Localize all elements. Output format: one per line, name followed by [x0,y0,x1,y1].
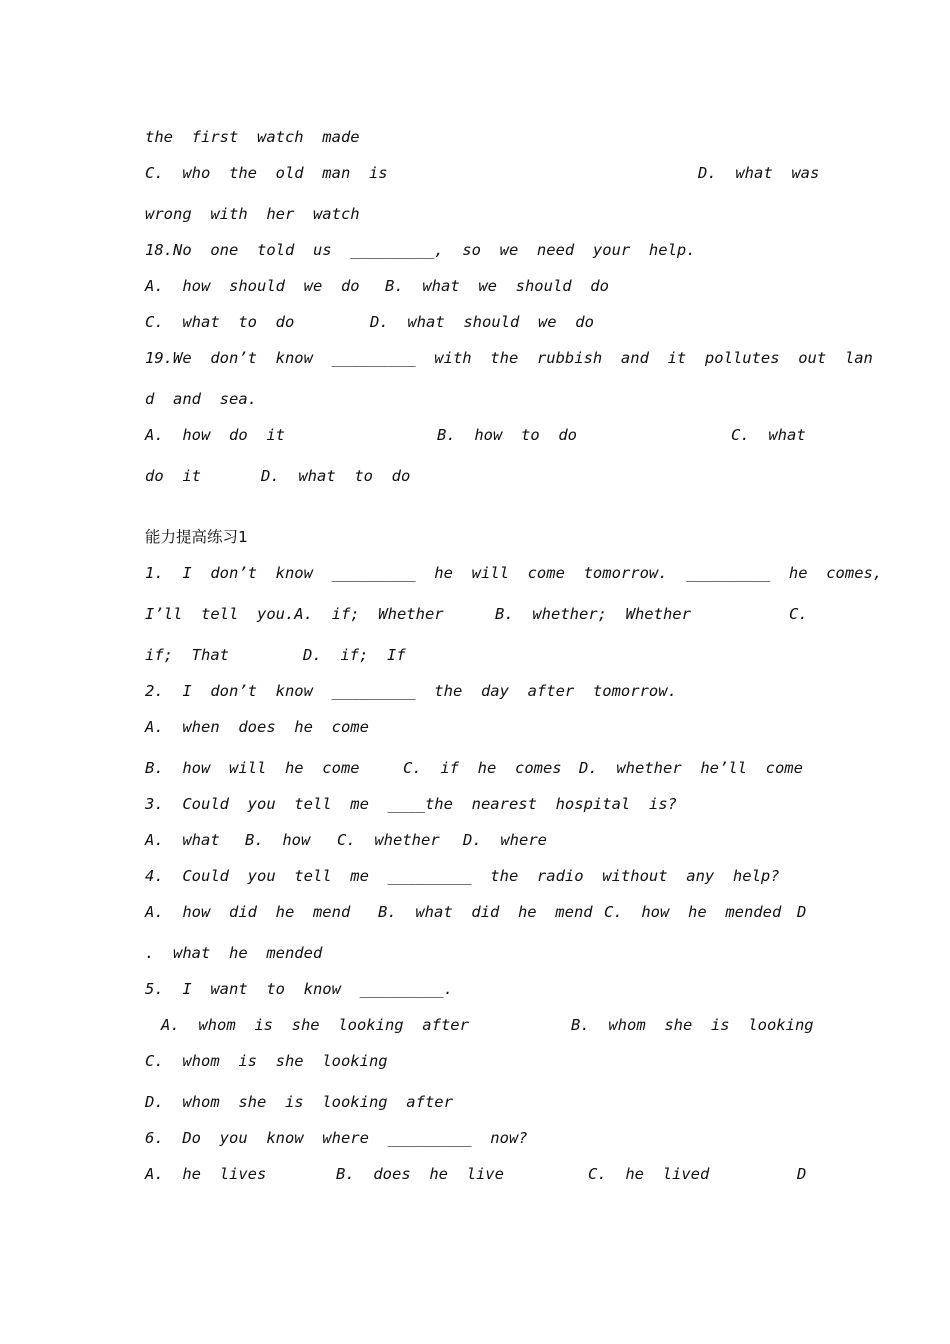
option-a: A. how did he mend [145,903,351,921]
option-c: C. if he comes [403,759,562,777]
question-18 [145,238,810,262]
question-4 [145,864,810,888]
text-line [145,1049,810,1073]
option-d: D. what was [698,164,820,182]
text-line [145,602,810,626]
question-2 [145,679,810,703]
option-c: C. [789,605,808,623]
text-line [145,202,810,226]
question-6 [145,1126,810,1150]
text-line [145,900,810,924]
text-line [145,464,810,488]
text-line [145,715,810,739]
text-line [145,643,810,667]
text-line [145,161,820,185]
option-b: B. how [245,831,311,849]
text-line [145,387,810,411]
question-text: 18.No one told us _________, so we need your help. [145,241,696,259]
text-line [145,1090,810,1114]
option-a: A. how should we do [145,277,360,295]
text-line [145,941,810,965]
option-b: B. what did he mend [378,903,593,921]
option-c: C. whom is she looking [145,1052,388,1070]
line-text: . what he mended [145,944,323,962]
option-a: A. he lives [145,1165,267,1183]
option-a: I’ll tell you.A. if; Whether [145,605,444,623]
section-heading: 能力提高练习1 [145,528,248,546]
option-c: C. whether [337,831,440,849]
question-3 [145,792,810,816]
option-a: A. what [145,831,220,849]
option-d: D. whether he’ll come [579,759,803,777]
option-d: D. where [463,831,547,849]
text-line [145,310,810,334]
text-line [145,423,810,447]
option-b: B. how to do [437,426,577,444]
question-text: 3. Could you tell me ____the nearest hospital is? [145,795,677,813]
question-19 [145,346,873,370]
line-text: the first watch made [145,128,360,146]
question-text: 1. I don’t know _________ he will come tomorrow. _________ he comes, [145,564,883,582]
option-c: C. how he mended [604,903,782,921]
option-a: A. when does he come [145,718,369,736]
question-text: 19.We don’t know _________ with the rubbish and it pollutes out lan [145,349,873,367]
question-1 [145,561,883,585]
question-text: 4. Could you tell me _________ the radio without any help? [145,867,780,885]
line-text: d and sea. [145,390,257,408]
question-text: 2. I don’t know _________ the day after tomorrow. [145,682,677,700]
option-d: D. what should we do [370,313,594,331]
line-text: do it [145,467,201,485]
option-b: B. whom she is looking [571,1016,814,1034]
text-line [145,1013,814,1037]
text-line [145,274,810,298]
option-b: B. what we should do [385,277,609,295]
text-line [145,828,810,852]
text-line [145,1162,810,1186]
option-c: C. what [731,426,806,444]
option-b: B. how will he come [145,759,360,777]
question-text: 5. I want to know _________. [145,980,453,998]
option-d: D. if; If [303,646,406,664]
option-b: B. whether; Whether [495,605,691,623]
option-d: D [797,903,807,921]
option-c: C. who the old man is [145,164,388,182]
option-d: D. what to do [261,467,411,485]
text-line [145,756,810,780]
option-c: C. he lived [588,1165,710,1183]
option-c: C. what to do [145,313,295,331]
option-a: A. whom is she looking after [161,1016,469,1034]
option-b: B. does he live [336,1165,504,1183]
question-text: 6. Do you know where _________ now? [145,1129,528,1147]
line-text: if; That [145,646,229,664]
option-d: D. whom she is looking after [145,1093,453,1111]
line-text: wrong with her watch [145,205,360,223]
option-a: A. how do it [145,426,285,444]
question-5 [145,977,810,1001]
option-d: D [797,1165,807,1183]
text-line [145,125,810,149]
